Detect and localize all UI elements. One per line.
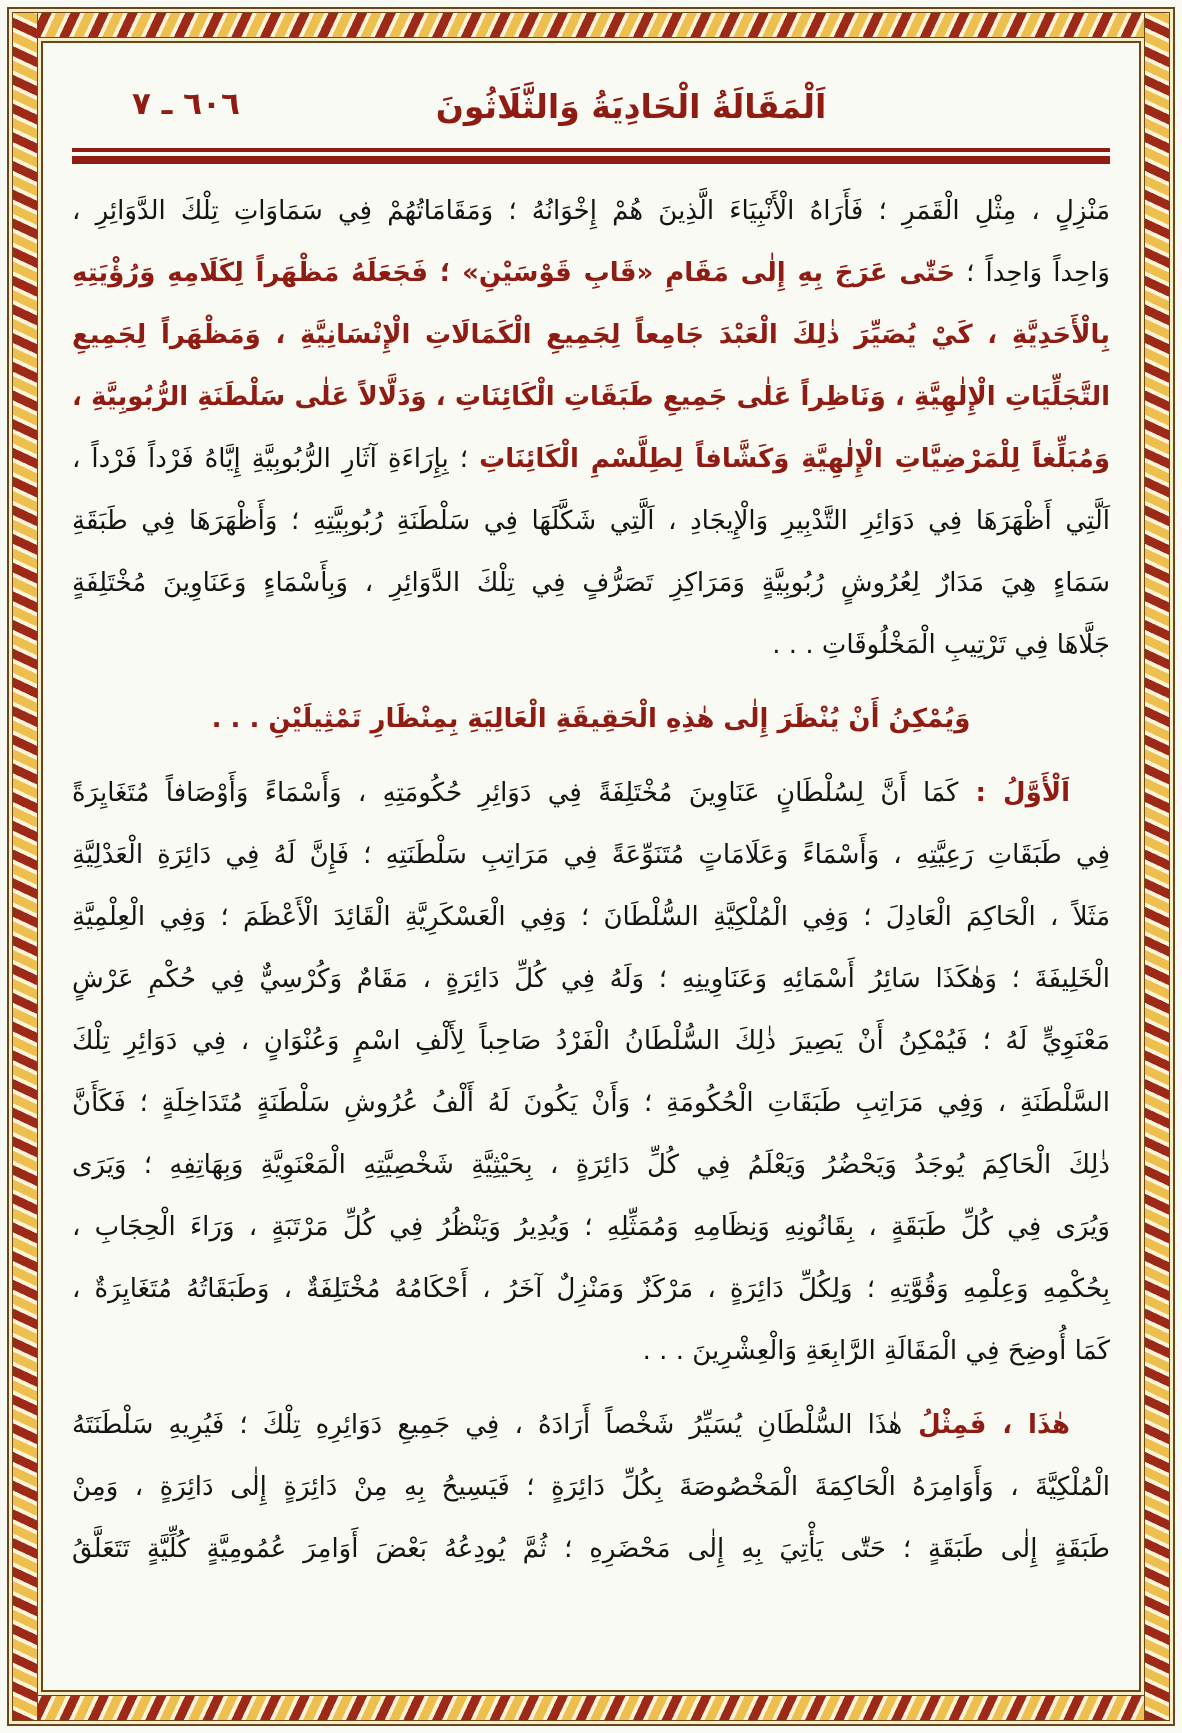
text-line [72, 1196, 1110, 1258]
body-black-text: طَبَقَةٍ إِلٰى طَبَقَةٍ ؛ حَتّٰى يَأْتِيَ بِهِ إِلٰى مَحْضَرِهِ ؛ ثُمَّ يُودِعُهُ بَعْضَ أَوَامِرَ عُمُومِيَّةٍ كُلِّيَّةٍ تَتَعَلَّقُ [72, 1534, 1110, 1564]
paragraph [72, 180, 1110, 676]
text-line [72, 304, 1110, 366]
text-line [72, 1134, 1110, 1196]
text-line [72, 762, 1110, 824]
body-black-text: كَمَا أُوضِحَ فِي الْمَقَالَةِ الرَّابِعَةِ وَالْعِشْرِينَ . . . [642, 1336, 1110, 1366]
text-line [72, 824, 1110, 886]
emphasis-red-text: وَيُمْكِنُ أَنْ يُنْظَرَ إِلٰى هٰذِهِ الْحَقِيقَةِ الْعَالِيَةِ بِمِنْظَارِ تَمْثِيلَيْنِ . . . [211, 704, 971, 734]
emphasis-red-text: حَتّٰى عَرَجَ بِهِ إِلٰى مَقَامِ «قَابِ قَوْسَيْنِ» ؛ فَجَعَلَهُ مَظْهَراً لِكَلَامِهِ وَرُؤْيَتِهِ [72, 258, 956, 288]
text-line [72, 1258, 1110, 1320]
header-divider-thick-line [72, 156, 1110, 164]
body-black-text: وَيُرَى فِي كُلِّ طَبَقَةٍ ، بِقَانُونِهِ وَنِظَامِهِ وَمُمَثِّلِهِ ؛ وَيُدِيرُ وَيَنْظُرُ فِي كُلِّ مَرْتَبَةٍ ، وَرَاءَ الْحِجَابِ ، [72, 1212, 1110, 1242]
page-title: اَلْمَقَالَةُ الْحَادِيَةُ وَالثَّلَاثُونَ [435, 87, 827, 126]
page-number: ٦٠٦ ـ ٧ [132, 86, 240, 122]
text-line [72, 1320, 1110, 1382]
text-line [72, 1010, 1110, 1072]
body-black-text: كَمَا أَنَّ لِسُلْطَانٍ عَنَاوِينَ مُخْتَلِفَةً فِي دَوَائِرِ حُكُومَتِهِ ، وَأَسْمَاءً وَأَوْصَافاً مُتَغَايِرَةً [72, 778, 959, 808]
body-black-text: جَلَّاهَا فِي تَرْتِيبِ الْمَخْلُوقَاتِ . . . [772, 630, 1110, 660]
body-black-text: سَمَاءٍ هِيَ مَدَارٌ لِعُرُوشٍ رُبُوبِيَّةٍ وَمَرَاكِزِ تَصَرُّفٍ فِي تِلْكَ الدَّوَائِرِ ، وَبِأَسْمَاءٍ وَعَنَاوِينَ مُخْتَلِفَةٍ [72, 568, 1110, 598]
paragraph [72, 1394, 1110, 1580]
text-line [72, 948, 1110, 1010]
body-black-text: مَعْنَوِيٍّ لَهُ ؛ فَيُمْكِنُ أَنْ يَصِيرَ ذٰلِكَ السُّلْطَانُ الْفَرْدُ صَاحِباً لِأَلْفِ اسْمٍ وَعُنْوَانٍ ، فِي دَوَائِرِ تِلْكَ [72, 1026, 1110, 1056]
body-black-text: الْخَلِيفَةَ ؛ وَهٰكَذَا سَائِرُ أَسْمَائِهِ وَعَنَاوِينِهِ ؛ وَلَهُ فِي كُلِّ دَائِرَةٍ ، مَقَامٌ وَكُرْسِيٌّ فِي حُكْمِ عَرْشٍ [72, 964, 1110, 994]
text-line [72, 688, 1110, 750]
body-black-text: وَاحِداً وَاحِداً ؛ [955, 258, 1110, 288]
text-line [72, 428, 1110, 490]
text-line [72, 886, 1110, 948]
text-line [72, 614, 1110, 676]
ornament-border-left [12, 12, 38, 1721]
page-header [72, 74, 1110, 140]
body-black-text: السَّلْطَنَةِ ، وَفِي مَرَاتِبِ طَبَقَاتِ الْحُكُومَةِ ؛ وَأَنْ يَكُونَ لَهُ أَلْفُ عُرُوشِ سَلْطَنَةٍ مُتَدَاخِلَةٍ ؛ فَكَأَنَّ [72, 1088, 1110, 1118]
body-black-text: اَلَّتِي أَظْهَرَهَا فِي دَوَائِرِ التَّدْبِيرِ وَالْإِيجَادِ ، اَلَّتِي شَكَّلَهَا فِي سَلْطَنَةِ رُبُوبِيَّتِهِ ؛ وَأَظْهَرَهَا فِي طَبَقَةِ [72, 506, 1110, 536]
emphasis-red-text: هٰذَا ، فَمِثْلُ [902, 1410, 1070, 1440]
text-line [72, 1518, 1110, 1580]
ornament-border-right [1144, 12, 1170, 1721]
body-black-text: الْمُلْكِيَّةَ ، وَأَوَامِرَهُ الْحَاكِمَةَ الْمَخْصُوصَةَ بِكُلِّ دَائِرَةٍ ؛ فَيَسِيحُ بِهِ مِنْ دَائِرَةٍ إِلٰى دَائِرَةٍ ، وَمِنْ [72, 1472, 1110, 1502]
header-divider [72, 148, 1110, 164]
body-black-text: ذٰلِكَ الْحَاكِمَ يُوجَدُ وَيَحْضُرُ وَيَعْلَمُ فِي كُلِّ دَائِرَةٍ ، بِحَيْثِيَّةِ شَخْصِيَّتِهِ الْمَعْنَوِيَّةِ وَبِهَاتِفِهِ ؛ وَيَرَى [72, 1150, 1110, 1180]
text-line [72, 180, 1110, 242]
body-black-text: بِحُكْمِهِ وَعِلْمِهِ وَقُوَّتِهِ ؛ وَلِكُلِّ دَائِرَةٍ ، مَرْكَزٌ وَمَنْزِلٌ آخَرُ ، أَحْكَامُهُ مُخْتَلِفَةٌ ، وَطَبَقَاتُهُ مُتَغَايِرَةٌ ، [72, 1274, 1110, 1304]
text-line [72, 242, 1110, 304]
body-black-text: مَثَلاً ، الْحَاكِمَ الْعَادِلَ ؛ وَفِي الْمُلْكِيَّةِ السُّلْطَانَ ؛ وَفِي الْعَسْكَرِيَّةِ الْقَائِدَ الْأَعْظَمَ ؛ وَفِي الْعِلْمِيَّةِ [72, 902, 1110, 932]
text-line [72, 490, 1110, 552]
body-black-text: هٰذَا السُّلْطَانِ يُسَيِّرُ شَخْصاً أَرَادَهُ ، فِي جَمِيعِ دَوَائِرِهِ تِلْكَ ؛ فَيُرِيهِ سَلْطَنَتَهُ [72, 1410, 903, 1440]
header-divider-thin-line [72, 148, 1110, 152]
paragraph [72, 762, 1110, 1382]
text-line [72, 1456, 1110, 1518]
body-black-text: فِي طَبَقَاتِ رَعِيَّتِهِ ، وَأَسْمَاءً وَعَلَامَاتٍ مُتَنَوِّعَةً فِي مَرَاتِبِ سَلْطَنَتِهِ ؛ فَإِنَّ لَهُ فِي دَائِرَةِ الْعَدْلِيَّةِ [72, 840, 1110, 870]
ornament-border-top [12, 12, 1170, 38]
body-black-text: مَنْزِلٍ ، مِثْلِ الْقَمَرِ ؛ فَأَرَاهُ الْأَنْبِيَاءَ الَّذِينَ هُمْ إِخْوَانُهُ ؛ وَمَقَامَاتُهُمْ فِي سَمَاوَاتِ تِلْكَ الدَّوَائِرِ ، [72, 196, 1110, 226]
body-black-text: ؛ بِإِرَاءَةِ آثَارِ الرُّبُوبِيَّةِ إِيَّاهُ فَرْداً فَرْداً ، [72, 444, 480, 474]
text-line [72, 1394, 1110, 1456]
body-text [72, 180, 1110, 1580]
ornament-border-bottom [12, 1695, 1170, 1721]
text-line [72, 1072, 1110, 1134]
emphasis-red-text: اَلْأَوَّلُ : [958, 778, 1071, 808]
text-line [72, 552, 1110, 614]
text-line [72, 366, 1110, 428]
emphasis-red-text: التَّجَلِّيَاتِ الْإِلٰهِيَّةِ ، وَنَاظِراً عَلٰى جَمِيعِ طَبَقَاتِ الْكَائِنَاتِ ، وَدَلَّالاً عَلٰى سَلْطَنَةِ الرُّبُوبِيَّةِ ، [72, 382, 1110, 412]
emphasis-red-text: وَمُبَلِّغاً لِلْمَرْضِيَّاتِ الْإِلٰهِيَّةِ وَكَشَّافاً لِطِلَّسْمِ الْكَائِنَاتِ [479, 444, 1111, 474]
emphasis-red-text: بِالْأَحَدِيَّةِ ، كَيْ يُصَيِّرَ ذٰلِكَ الْعَبْدَ جَامِعاً لِجَمِيعِ الْكَمَالَاتِ الْإِنْسَانِيَّةِ ، وَمَظْهَراً لِجَمِيعِ [72, 320, 1110, 350]
page-content [72, 60, 1110, 1675]
paragraph [72, 688, 1110, 750]
